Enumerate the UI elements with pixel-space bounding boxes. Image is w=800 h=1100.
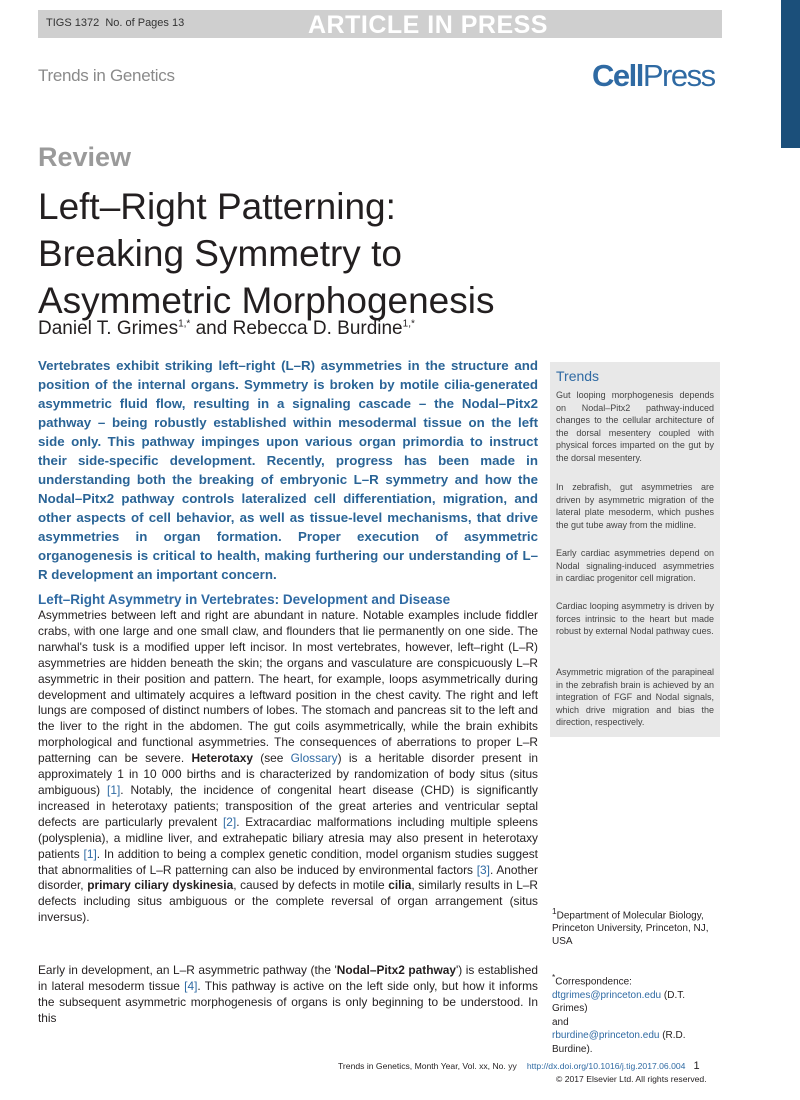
- article-title: [38, 183, 558, 324]
- reference-link[interactable]: [4]: [184, 978, 198, 993]
- publisher-logo: CellPress: [592, 58, 715, 93]
- citation: Trends in Genetics, Month Year, Vol. xx, No. yy: [338, 1061, 517, 1071]
- abstract: Vertebrates exhibit striking left–right (L–R) asymmetries in the structure and position of the internal organs. Symmetry is broken by motile cilia-generated asymmetric fluid flow, resulting in a signaling cascade – the Nodal–Pitx2 pathway – being robustly established within mesodermal tissue on the left side only. This pathway impinges upon various organ primordia to instruct their side-specific development. Recently, progress has been made in understanding both the breaking of embryonic L–R symmetry and how the Nodal–Pitx2 pathway controls lateralized cell differentiation, migration, and other aspects of cell behavior, as well as tissue-level mechanisms, that drive asymmetries in organ formation. Proper execution of asymmetric organogenesis is critical to health, making furthering our understanding of L–R development an important concern.: [38, 358, 538, 582]
- authors: Daniel T. Grimes$^{1,*}$ and Rebecca D. Burdine$^{1,*}$: [38, 318, 415, 339]
- article-in-press-banner: [38, 10, 722, 38]
- reference-link[interactable]: [1]: [83, 846, 97, 861]
- reference-link[interactable]: [2]: [222, 814, 237, 829]
- trends-item: Early cardiac asymmetries depend on Nodal signaling-induced asymmetries in cardiac progenitor cell migration.: [556, 548, 714, 584]
- edge-tab: [781, 0, 800, 148]
- trends-heading: Trends: [556, 368, 600, 384]
- email-link[interactable]: dtgrimes@princeton.edu: [552, 989, 662, 1001]
- title-line: Left–Right Patterning:: [38, 186, 396, 227]
- trends-item: Cardiac looping asymmetry is driven by forces intrinsic to the heart but made robust by external Nodal pathway cues.: [556, 601, 714, 637]
- correspondence: *Correspondence: dtgrimes@princeton.edu (D.T. Grimes) and rburdine@princeton.edu (R.D. Burdine).: [552, 972, 686, 1055]
- copyright: © 2017 Elsevier Ltd. All rights reserved.: [556, 1074, 707, 1084]
- doi-link[interactable]: http://dx.doi.org/10.1016/j.tig.2017.06.004: [526, 1061, 686, 1071]
- trends-item: Gut looping morphogenesis depends on Nodal–Pitx2 pathway-induced changes to the cellular architecture of the dorsal mesentery coupled with physical forces imparted on the gut by the dorsal mesentery.: [556, 390, 714, 463]
- page-number: 1: [693, 1060, 700, 1072]
- glossary-link[interactable]: Glossary: [290, 751, 338, 766]
- reference-link[interactable]: [1]: [107, 782, 121, 797]
- body-paragraph: Asymmetries between left and right are abundant in nature. Notable examples include fiddler crabs, with one large and one small claw, and flounders that lie permanently on one side. The narwhal's tusk is a modified upper left incisor. In most vertebrates, however, left–right (L–R) asymmetries are hidden beneath the skin; the organs and vasculature are conspicuously L–R asymmetric in their position and pattern. The heart, for example, loops asymmetrically during development and ultimately acquires a leftward position in the chest cavity. The right and left lungs are composed of distinct numbers of lobes. The stomach and pancreas sit to the left and the liver to the right in the abdomen. The gut coils asymmetrically, while the brain exhibits morphological and functional asymmetries. The consequences of aberrations to proper L–R patterning can be severe. Heterotaxy (see Glossary) is a heritable disorder present in approximately 1 in 10 000 births and is characterized by randomization of body situs (situs ambiguous) [1]. Notably, the incidence of congenital heart disease (CHD) is significantly increased in heterotaxy patients; transposition of the great arteries and ventricular septal defects are particularly prevalent [2]. Extracardiac malformations including multiple spleens (polysplenia), a midline liver, and extrahepatic biliary atresia may also present in heterotaxy patients [1]. In addition to being a complex genetic condition, model organism studies suggest that abnormalities of L–R patterning can also be induced by environmental factors [3]. Another disorder, primary ciliary dyskinesia, caused by defects in motile cilia, similarly results in L–R defects including situs ambiguous or the complete reversal of organ arrangement (situs inversus).: [38, 608, 539, 925]
- title-line: Breaking Symmetry to: [38, 233, 402, 274]
- affiliation: $^1$Department of Molecular Biology, Princeton University, Princeton, NJ, USA: [552, 906, 709, 948]
- body-paragraph: Early in development, an L–R asymmetric pathway (the 'Nodal–Pitx2 pathway') is established in lateral mesoderm tissue [4]. This pathway is active on the left side only, but how it informs the subsequent asymmetric morphogenesis of organs is only beginning to be understood. In this: [38, 963, 538, 1025]
- footer: [338, 1060, 700, 1072]
- journal-name: Trends in Genetics: [38, 66, 175, 85]
- trends-item: In zebrafish, gut asymmetries are driven by asymmetric migration of the lateral plate mesoderm, which pushes the gut tube away from the midline.: [556, 482, 714, 530]
- trends-item: Asymmetric migration of the parapineal in the zebrafish brain is achieved by an integration of FGF and Nodal signals, which drive migration and bias the direction, respectively.: [556, 667, 714, 728]
- reference-link[interactable]: [3]: [476, 862, 490, 877]
- title-line: Asymmetric Morphogenesis: [38, 280, 495, 321]
- article-type: Review: [38, 142, 132, 172]
- section-heading: Left–Right Asymmetry in Vertebrates: Development and Disease: [38, 592, 451, 607]
- email-link[interactable]: rburdine@princeton.edu: [552, 1030, 660, 1042]
- doc-id: TIGS 1372 No. of Pages 13: [46, 17, 185, 29]
- banner-text: ARTICLE IN PRESS: [308, 11, 548, 39]
- trends-box: [550, 362, 720, 737]
